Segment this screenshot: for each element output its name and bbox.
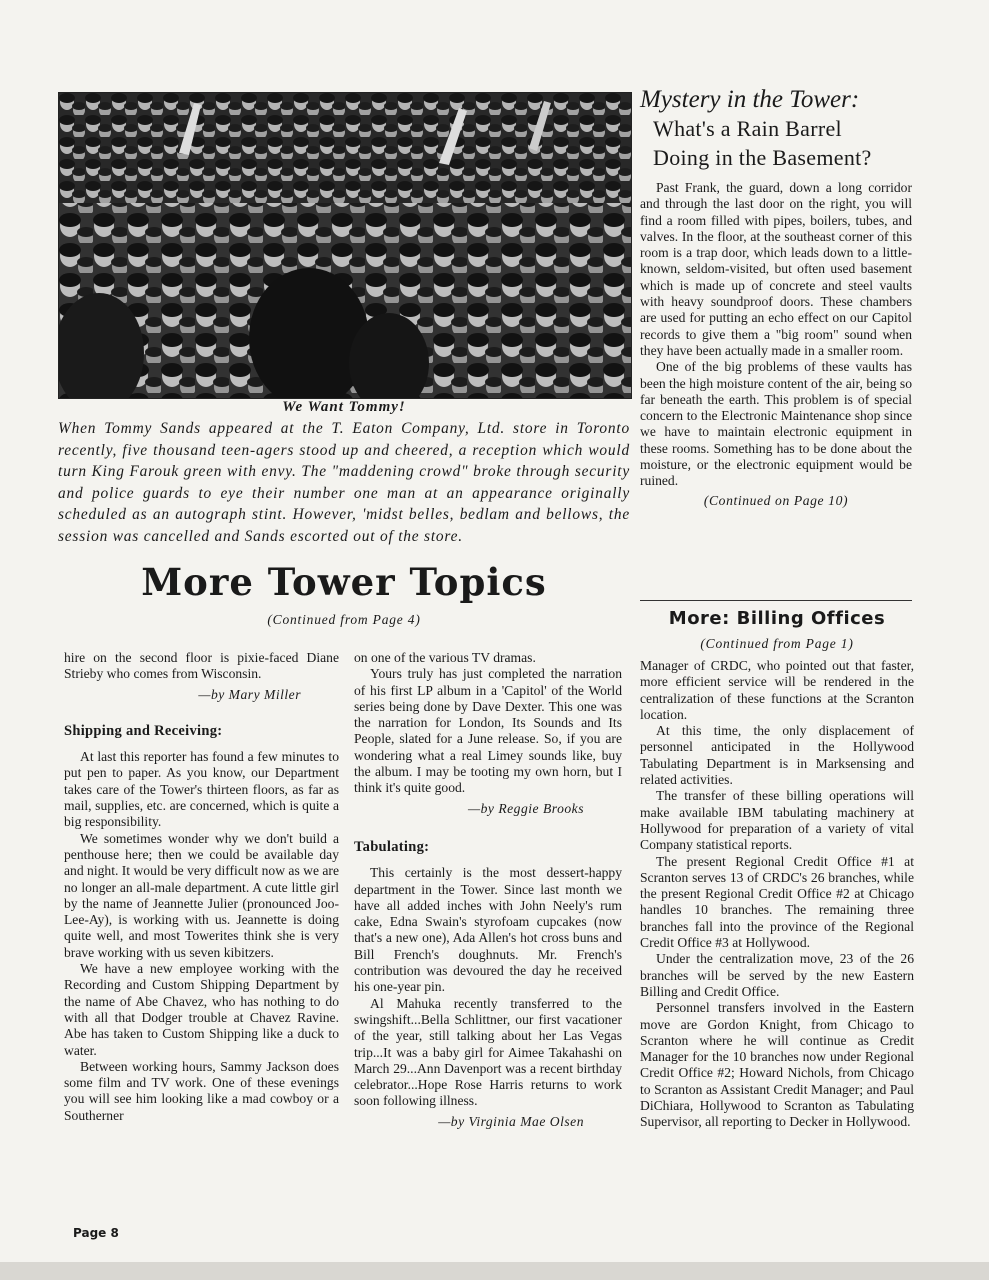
mystery-title-line: Doing in the Basement? (653, 145, 872, 170)
paragraph: Yours truly has just completed the narration of his first LP album in a 'Capitol' of the World series being done by Dave Dexter. This one was the narration for London, Its Sounds and Its People, slated for a June release. So, if you are wondering what a real Limey sounds like, buy the album. I may be tooting my own horn, but I think it's quite good. (354, 666, 622, 796)
paragraph: hire on the second floor is pixie-faced Diane Strieby who comes from Wisconsin. (64, 650, 339, 682)
photo-caption-text: When Tommy Sands appeared at the T. Eaton Company, Ltd. store in Toronto recently, five thousand teen-agers stood up and cheered, a reception which would turn King Farouk green with envy. The "maddening crowd" broke through security and police guards to eye their number one man at an appearance originally scheduled as an autograph stint. However, 'midst belles, bedlam and bellows, the session was cancelled and Sands escorted out of the store. (58, 420, 630, 545)
paragraph: We sometimes wonder why we don't build a penthouse here; then we could be available day and night. It would be very difficult now as we are no longer an all-male department. A cute little girl by the name of Jeannette Julier (pronounced Joo-Lee-Ay), is working with us. Jeannette is doing quite well, and most Towerites think she is very brave working with us seven kibitzers. (64, 830, 339, 960)
tower-topics-heading: More Tower Topics (141, 560, 547, 604)
billing-heading: More: Billing Offices (668, 608, 886, 629)
paragraph: Past Frank, the guard, down a long corridor and through the last door on the right, you will find a room filled with pipes, boilers, tubes, and valves. In the floor, at the southeast corner of this room is a trap door, which leads down to a little-known, seldom-visited, but often used basement which is made up of concrete and steel vaults with heavy soundproof doors. These chambers are used for putting an echo effect on our Capitol records to give them a "big room" sound when they have been actually made in a smaller room. (640, 180, 912, 358)
paragraph: One of the big problems of these vaults has been the high moisture content of the air, being so far beneath the earth. This problem is of special concern to the Electronic Maintenance shop since we have to maintain electronic equipment in these rooms. Something has to be done about the moisture, or the electronic equipment would be ruined. (640, 359, 913, 489)
byline: —by Mary Miller (198, 686, 301, 702)
billing-article (640, 658, 914, 1131)
paragraph: At this time, the only displacement of personnel anticipated in the Hollywood Tabulating Department is in Marksensing and related activities. (640, 723, 914, 788)
paragraph: Under the centralization move, 23 of the 26 branches will be served by the new Eastern Billing and Credit Office. (640, 951, 914, 999)
photo-caption-title: We Want Tommy! (282, 399, 406, 415)
paragraph: on one of the various TV dramas. (354, 650, 536, 665)
byline: —by Reggie Brooks (468, 800, 584, 816)
continued-note: (Continued on Page 10) (703, 492, 849, 508)
paragraph: At last this reporter has found a few minutes to put pen to paper. As you know, our Department takes care of the Tower's thirteen floors, as far as mail, supplies, etc. are concerned, which is quite a big responsibility. (64, 749, 339, 830)
page-number: Page 8 (73, 1226, 119, 1240)
paragraph: Between working hours, Sammy Jackson does some film and TV work. One of these evenings you will see him looking like a mad cowboy or a Southerner (64, 1058, 339, 1123)
paragraph: The present Regional Credit Office #1 at Scranton serves 13 of CRDC's 26 branches, while the present Regional Credit Office #2 at Chicago handles 10 branches. The remaining three branches fall into the province of the Regional Credit Office #3 at Hollywood. (640, 853, 914, 951)
mystery-title-line: What's a Rain Barrel (653, 116, 842, 141)
mystery-article (640, 180, 912, 509)
byline: —by Virginia Mae Olsen (438, 1113, 584, 1129)
mystery-title-kicker: Mystery in the Tower: (640, 86, 860, 113)
section-divider (640, 600, 912, 601)
paragraph: Personnel transfers involved in the Eastern move are Gordon Knight, from Chicago to Scranton where he will continue as Credit Manager for the 10 branches now under Regional Credit Office #2; Howard Nichols, from Chicago to Scranton as Assistant Credit Manager; and Paul DiChiara, Hollywood to Scranton as Tabulating Supervisor, all reporting to Decker in Hollywood. (640, 1000, 914, 1130)
paragraph: This certainly is the most dessert-happy department in the Tower. Since last month we have all added inches with John Neely's rum cake, Edna Swain's styrofoam cupcakes (now that's a new one), Ada Allen's hot cross buns and Bill French's doughnuts. Mr. French's contribution was devoured the day he received his one-year pin. (354, 865, 622, 995)
paragraph: Al Mahuka recently transferred to the swingshift...Bella Schlittner, our first vacationer of the year, still talking about her Las Vegas trip...It was a baby girl for Aimee Takahashi on March 29...Ann Davenport was a recent birthday celebrator...Hope Rose Harris returns to work soon following illness. (354, 995, 622, 1109)
tower-topics-column-1 (64, 650, 339, 1124)
paragraph: We have a new employee working with the Recording and Custom Shipping Department by the name of Abe Chavez, who has nothing to do with all that Dodger trouble at Chavez Ravine. Abe has taken to Custom Shipping like a duck to water. (64, 961, 339, 1058)
billing-continued: (Continued from Page 1) (700, 636, 854, 651)
paragraph: Manager of CRDC, who pointed out that faster, more efficient service will be rendered in the centralization of these functions at the Scranton location. (640, 658, 914, 722)
section-heading: Shipping and Receiving: (64, 722, 223, 739)
tower-topics-column-2 (354, 650, 622, 1130)
tower-topics-continued: (Continued from Page 4) (267, 612, 421, 627)
mystery-title (653, 114, 943, 172)
paragraph: The transfer of these billing operations will make available IBM tabulating machinery at Hollywood for preparation of a variety of vital Company statistical reports. (640, 788, 914, 853)
page-edge (0, 1262, 989, 1280)
crowd-photo (58, 92, 632, 399)
section-heading: Tabulating: (354, 838, 430, 855)
crowd-illustration (59, 93, 631, 398)
